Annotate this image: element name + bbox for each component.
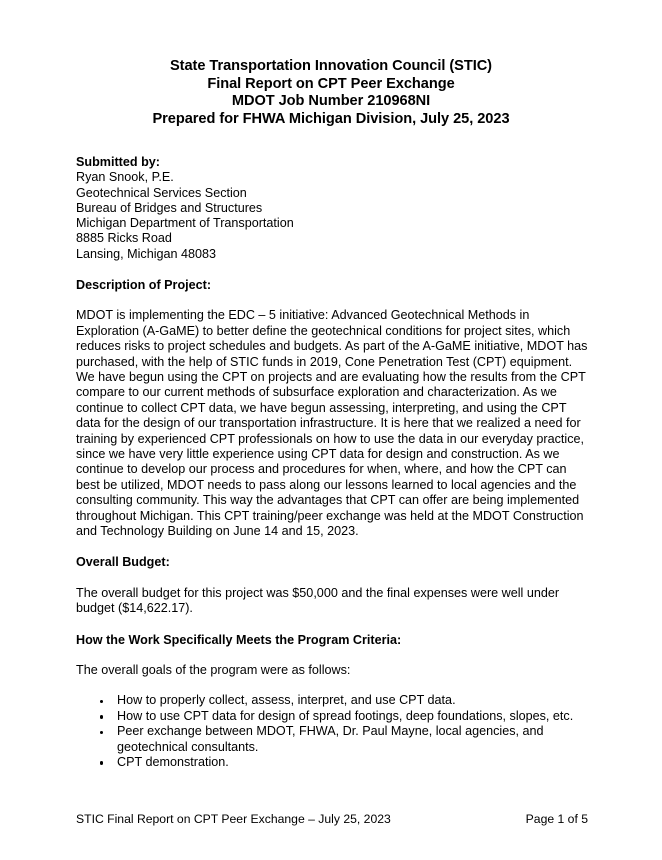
budget-heading: Overall Budget: (76, 555, 170, 570)
list-item (76, 724, 588, 755)
submitted-by-section (76, 155, 588, 262)
submitted-by-line-1: Ryan Snook, P.E. (76, 170, 174, 185)
bullet-icon (100, 700, 103, 703)
title-line-2: Final Report on CPT Peer Exchange (207, 75, 455, 92)
submitted-by-line-6: Lansing, Michigan 48083 (76, 246, 217, 261)
bullet-icon (100, 731, 103, 734)
list-item (76, 709, 588, 724)
list-item-label: Peer exchange between MDOT, FHWA, Dr. Paul Mayne, local agencies, and geotechnical consultants. (117, 724, 544, 754)
document-body (76, 155, 588, 770)
spacer-4 (76, 571, 588, 586)
bullet-icon (100, 715, 103, 718)
submitted-by-heading: Submitted by: (76, 155, 160, 169)
criteria-intro: The overall goals of the program were as follows: (76, 662, 351, 677)
spacer-7 (76, 678, 588, 693)
criteria-heading: How the Work Specifically Meets the Program Criteria: (76, 632, 402, 647)
document-title-block (76, 58, 586, 128)
description-section (76, 278, 588, 539)
list-item-label: CPT demonstration. (117, 754, 229, 769)
submitted-by-line-3: Bureau of Bridges and Structures (76, 200, 263, 215)
spacer-6 (76, 648, 588, 663)
budget-paragraph: The overall budget for this project was $50,000 and the final expenses were well under budget ($14,622.17). (76, 585, 560, 616)
page-footer (76, 812, 588, 827)
description-heading: Description of Project: (76, 278, 212, 293)
list-item (76, 693, 588, 708)
submitted-by-line-5: 8885 Ricks Road (76, 231, 172, 246)
submitted-by-line-2: Geotechnical Services Section (76, 185, 247, 200)
spacer-3 (76, 539, 588, 555)
budget-section (76, 555, 588, 616)
spacer-1 (76, 262, 588, 278)
bullet-icon (100, 761, 103, 764)
goals-list (76, 693, 588, 770)
list-item (76, 755, 588, 770)
footer-page-number: Page 1 of 5 (525, 812, 588, 826)
spacer-2 (76, 293, 588, 308)
submitted-by-line-4: Michigan Department of Transportation (76, 216, 294, 231)
list-item-label: How to use CPT data for design of spread footings, deep foundations, slopes, etc. (117, 708, 574, 723)
footer-document-title: STIC Final Report on CPT Peer Exchange – July 25, 2023 (76, 812, 391, 826)
title-line-4: Prepared for FHWA Michigan Division, July 25, 2023 (152, 110, 510, 127)
spacer-5 (76, 617, 588, 633)
description-paragraph: MDOT is implementing the EDC – 5 initiative: Advanced Geotechnical Methods in Exploration (A-GaME) to better define the geotechnical conditions for project sites, which reduces risks to project schedules and budgets. As part of the A-GaME initiative, MDOT has purchased, with the help of STIC funds in 2019, Cone Penetration Test (CPT) equipment. We have begun using the CPT on projects and are evaluating how the results from the CPT compare to our current methods of subsurface exploration and characterization. As we continue to collect CPT data, we have begun assessing, interpreting, and using the CPT data for the design of our transportation infrastructure. It is here that we realized a need for training by experienced CPT professionals on how to use the data in our everyday practice, since we have very little experience using CPT data for design and construction. As we continue to develop our process and procedures for when, where, and how the CPT can best be utilized, MDOT needs to pass along our lessons learned to local agencies and the consulting community. This way the advantages that CPT can offer are being implemented throughout Michigan. This CPT training/peer exchange was held at the MDOT Construction and Technology Building on June 14 and 15, 2023. (76, 308, 588, 539)
title-line-1: State Transportation Innovation Council (STIC) (169, 58, 492, 74)
list-item-label: How to properly collect, assess, interpret, and use CPT data. (117, 693, 456, 708)
title-line-3: MDOT Job Number 210968NI (231, 93, 431, 110)
criteria-section (76, 633, 588, 771)
